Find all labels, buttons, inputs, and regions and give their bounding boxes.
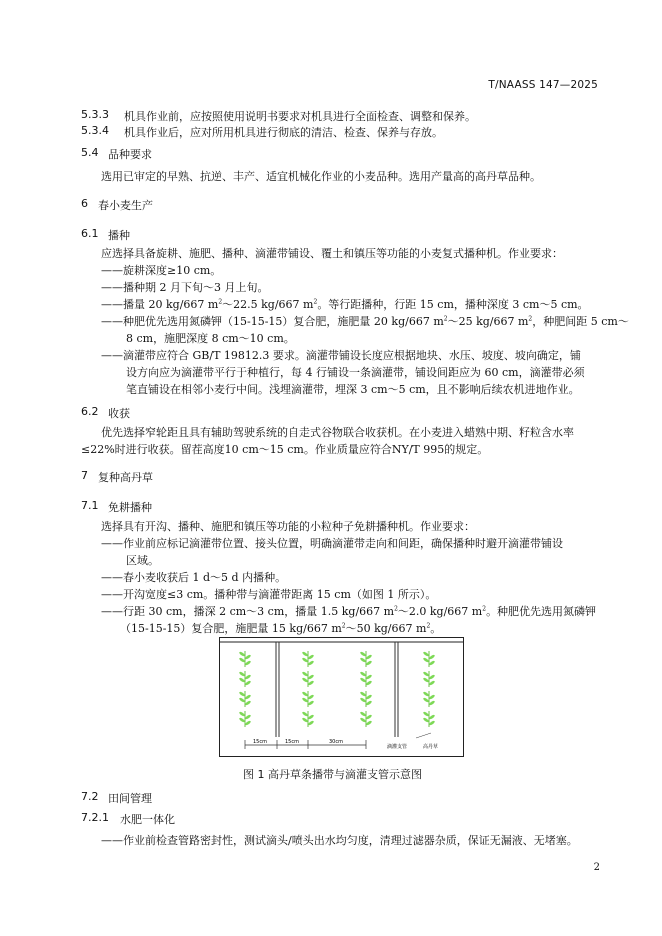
section-title: 播种 xyxy=(108,229,130,242)
figure-svg xyxy=(219,637,464,757)
list-item-continuation: （15-15-15）复合肥，施肥量 15 kg/667 $m^2\sim 50$ kg/667 $m^2$。 xyxy=(120,622,442,635)
list-item-continuation: 设方向应为滴灌带平行于种植行，每 4 行铺设一条滴灌带，铺设间距应为 60 cm，滴灌带必须 xyxy=(126,366,585,379)
paragraph: 应选择具备旋耕、施肥、播种、滴灌带铺设、覆土和镇压等功能的小麦复式播种机。作业要求： xyxy=(101,247,563,260)
figure-caption: 图 1 高丹草条播带与滴灌支管示意图 xyxy=(243,768,422,781)
clause-title: 水肥一体化 xyxy=(120,813,175,826)
dimension-label-3: 30cm xyxy=(329,739,343,745)
clause-text: 机具作业后，应对所用机具进行彻底的清洁、检查、保养与存放。 xyxy=(124,126,443,139)
section-number: 6.2 xyxy=(81,405,99,418)
list-item: ——作业前检查管路密封性，测试滴头/喷头出水均匀度，清理过滤器杂质，保证无漏液、无堵塞。 xyxy=(101,834,578,847)
page-number: 2 xyxy=(593,862,600,873)
paragraph: 选择具有开沟、播种、施肥和镇压等功能的小粒种子免耕播种机。作业要求： xyxy=(101,520,475,533)
list-item: ——种肥优先选用氮磷钾（15-15-15）复合肥，施肥量 20 kg/667 $m^2\sim 25$ kg/667 $m^2$，种肥间距 5 cm～ xyxy=(101,315,629,328)
list-item-continuation: 8 cm，施肥深度 8 cm～10 cm。 xyxy=(126,332,295,345)
section-title: 免耕播种 xyxy=(108,501,152,514)
clause-text: 机具作业前，应按照使用说明书要求对机具进行全面检查、调整和保养。 xyxy=(124,110,476,123)
list-item: ——滴灌带应符合 GB/T 19812.3 要求。滴灌带铺设长度应根据地块、水压、坡度、坡向确定，铺 xyxy=(101,349,581,362)
dimension-label-2: 15cm xyxy=(285,739,299,745)
paragraph: 选用已审定的早熟、抗逆、丰产、适宜机械化作业的小麦品种。选用产量高的高丹草品种。 xyxy=(101,170,541,183)
clause-number: 5.3.4 xyxy=(81,124,109,137)
chapter-number: 7 xyxy=(81,469,88,482)
section-number: 5.4 xyxy=(81,146,99,159)
paragraph: 优先选择窄轮距且具有辅助驾驶系统的自走式谷物联合收获机。在小麦进入蜡熟中期、籽粒含水率 xyxy=(101,426,574,439)
paragraph-continuation: ≤22%时进行收获。留茬高度10 cm～15 cm。作业质量应符合NY/T 995的规定。 xyxy=(81,443,489,456)
clause-number: 7.2.1 xyxy=(81,811,109,824)
list-item: ——旋耕深度≥10 cm。 xyxy=(101,264,222,277)
section-number: 7.2 xyxy=(81,790,99,803)
section-title: 品种要求 xyxy=(108,148,152,161)
chapter-title: 春小麦生产 xyxy=(98,199,153,212)
standard-number: T/NAASS 147—2025 xyxy=(488,79,598,91)
list-item: ——春小麦收获后 1 d～5 d 内播种。 xyxy=(101,571,287,584)
chapter-number: 6 xyxy=(81,197,88,210)
list-item-continuation: 笔直铺设在相邻小麦行中间。浅埋滴灌带，埋深 3 cm～5 cm，且不影响后续农机进地作业。 xyxy=(126,383,580,396)
chapter-title: 复种高丹草 xyxy=(98,471,153,484)
section-title: 田间管理 xyxy=(108,792,152,805)
clause-number: 5.3.3 xyxy=(81,108,109,121)
section-title: 收获 xyxy=(108,407,130,420)
list-item: ——作业前应标记滴灌带位置、接头位置，明确滴灌带走向和间距，确保播种时避开滴灌带铺设 xyxy=(101,537,563,550)
section-number: 7.1 xyxy=(81,499,99,512)
list-item: ——行距 30 cm，播深 2 cm～3 cm，播量 1.5 kg/667 $m^2\sim 2.0$ kg/667 $m^2$。种肥优先选用氮磷钾 xyxy=(101,605,597,618)
label-drip-pipe: 滴灌支管 xyxy=(387,744,408,750)
figure-diagram xyxy=(219,637,464,757)
label-sorghum: 高丹草 xyxy=(423,744,439,750)
dimension-label-1: 15cm xyxy=(253,739,267,745)
section-number: 6.1 xyxy=(81,227,99,240)
list-item-continuation: 区域。 xyxy=(126,554,159,567)
list-item: ——开沟宽度≤3 cm。播种带与滴灌带距离 15 cm（如图 1 所示）。 xyxy=(101,588,437,601)
list-item: ——播种期 2 月下旬～3 月上旬。 xyxy=(101,281,269,294)
list-item: ——播量 20 kg/667 $m^2\sim 22.5$ kg/667 $m^2$。等行距播种，行距 15 cm，播种深度 3 cm～5 cm。 xyxy=(101,298,589,311)
